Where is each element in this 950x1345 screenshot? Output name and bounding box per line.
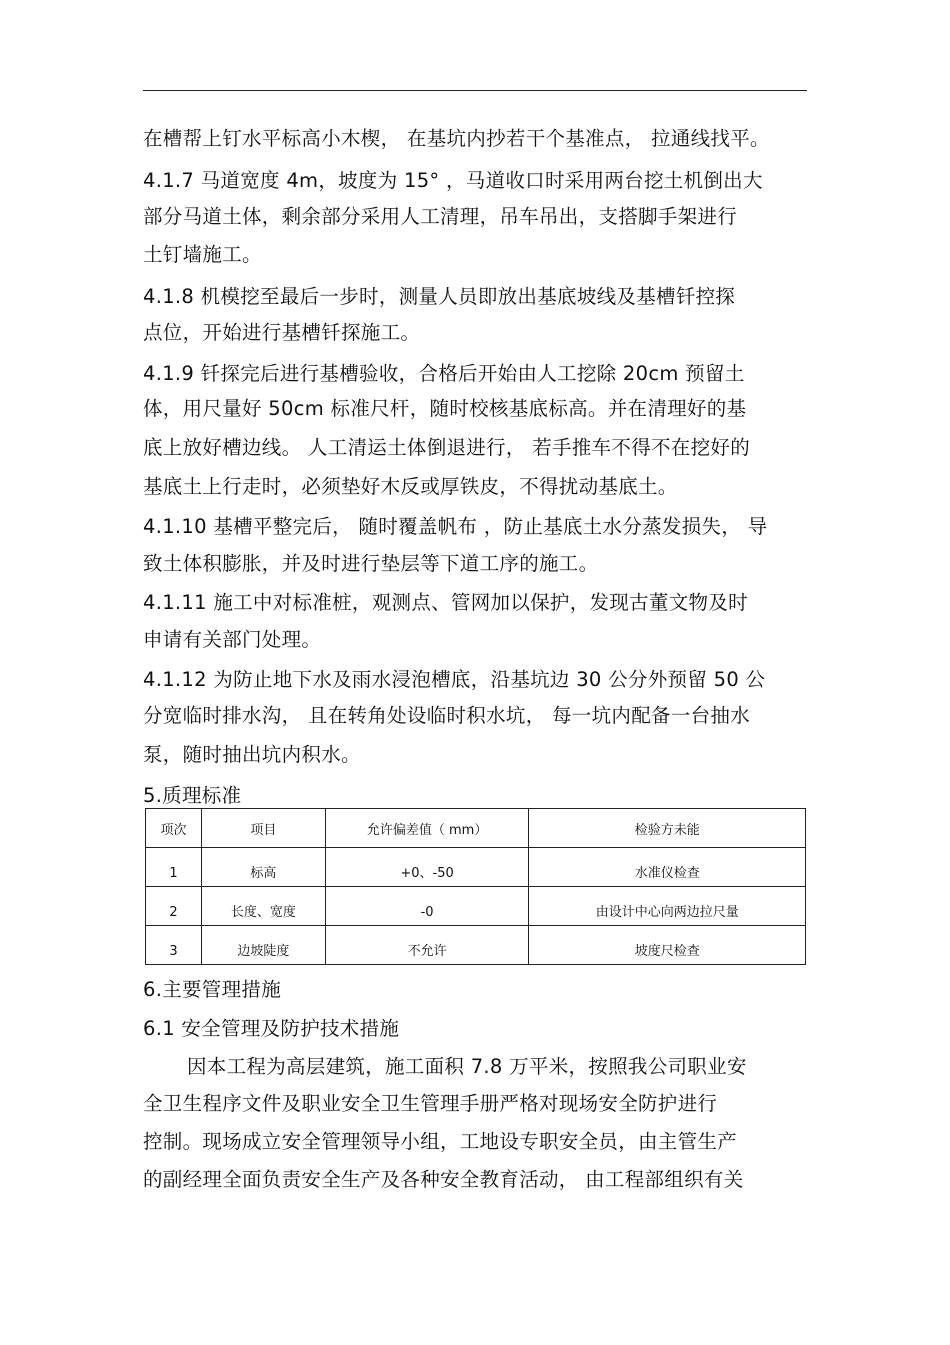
text-line-11: 4.1.10 基槽平整完后， 随时覆盖帆布 ，防止基底土水分蒸发损失， 导 [143, 515, 768, 538]
table-cell: +0、-50 [325, 848, 529, 887]
text-line-9: 底上放好槽边线。 人工清运土体倒退进行， 若手推车不得不在挖好的 [143, 436, 750, 459]
table-header-cell: 允许偏差值（ mm） [325, 809, 529, 848]
text-line-20: 控制。现场成立安全管理领导小组，工地设专职安全员，由主管生产 [143, 1130, 738, 1153]
text-line-14: 申请有关部门处理。 [143, 628, 322, 651]
table-cell: 1 [146, 848, 202, 887]
table-header-cell: 检验方未能 [529, 809, 806, 848]
table-cell: 长度、宽度 [201, 887, 325, 926]
table-cell: 水准仪检查 [529, 848, 806, 887]
table-row [146, 887, 806, 926]
text-line-10: 基底土上行走时，必须垫好木反或厚铁皮，不得扰动基底土。 [143, 475, 678, 498]
text-line-13: 4.1.11 施工中对标准桩，观测点、管网加以保护，发现古董文物及时 [143, 591, 748, 614]
text-line-2: 4.1.7 马道宽度 4m，坡度为 15° ，马道收口时采用两台挖土机倒出大 [143, 169, 763, 192]
table-cell: 2 [146, 887, 202, 926]
text-line-6: 点位，开始进行基槽钎探施工。 [143, 321, 421, 344]
text-line-15: 4.1.12 为防止地下水及雨水浸泡槽底，沿基坑边 30 公分外预留 50 公 [143, 668, 766, 691]
table-cell: 3 [146, 926, 202, 965]
table-cell: 标高 [201, 848, 325, 887]
table-cell: 由设计中心向两边拉尺量 [529, 887, 806, 926]
text-line-16: 分宽临时排水沟， 且在转角处设临时积水坑， 每一坑内配备一台抽水 [143, 704, 750, 727]
text-line-12: 致土体积膨胀，并及时进行垫层等下道工序的施工。 [143, 552, 599, 575]
text-line-18: 因本工程为高层建筑，施工面积 7.8 万平米，按照我公司职业安 [187, 1055, 747, 1078]
table-row [146, 848, 806, 887]
text-line-1: 在槽帮上钉水平标高小木楔， 在基坑内抄若干个基准点， 拉通线找平。 [143, 127, 770, 150]
text-line-19: 全卫生程序文件及职业安全卫生管理手册严格对现场安全防护进行 [143, 1092, 718, 1115]
table-cell: -0 [325, 887, 529, 926]
table-cell: 边坡陡度 [201, 926, 325, 965]
table-cell: 不允许 [325, 926, 529, 965]
section-heading-6: 6.主要管理措施 [143, 978, 282, 1001]
quality-standard-table [145, 808, 806, 965]
text-line-3: 部分马道土体，剩余部分采用人工清理，吊车吊出，支搭脚手架进行 [143, 205, 738, 228]
table-row [146, 926, 806, 965]
text-line-5: 4.1.8 机模挖至最后一步时，测量人员即放出基底坡线及基槽钎控探 [143, 285, 736, 308]
text-line-8: 体，用尺量好 50cm 标准尺杆，随时校核基底标高。并在清理好的基 [143, 397, 747, 420]
header-rule [143, 90, 807, 91]
text-line-17: 泵，随时抽出坑内积水。 [143, 743, 361, 766]
text-line-4: 土钉墙施工。 [143, 243, 262, 266]
section-heading-5: 5.质理标准 [143, 784, 242, 807]
text-line-7: 4.1.9 钎探完后进行基槽验收，合格后开始由人工挖除 20cm 预留土 [143, 362, 745, 385]
table-header-row [146, 809, 806, 848]
table-header-cell: 项目 [201, 809, 325, 848]
table-header-cell: 项次 [146, 809, 202, 848]
subsection-heading-6-1: 6.1 安全管理及防护技术措施 [143, 1017, 400, 1040]
text-line-21: 的副经理全面负责安全生产及各种安全教育活动， 由工程部组织有关 [143, 1168, 744, 1191]
table-cell: 坡度尺检查 [529, 926, 806, 965]
